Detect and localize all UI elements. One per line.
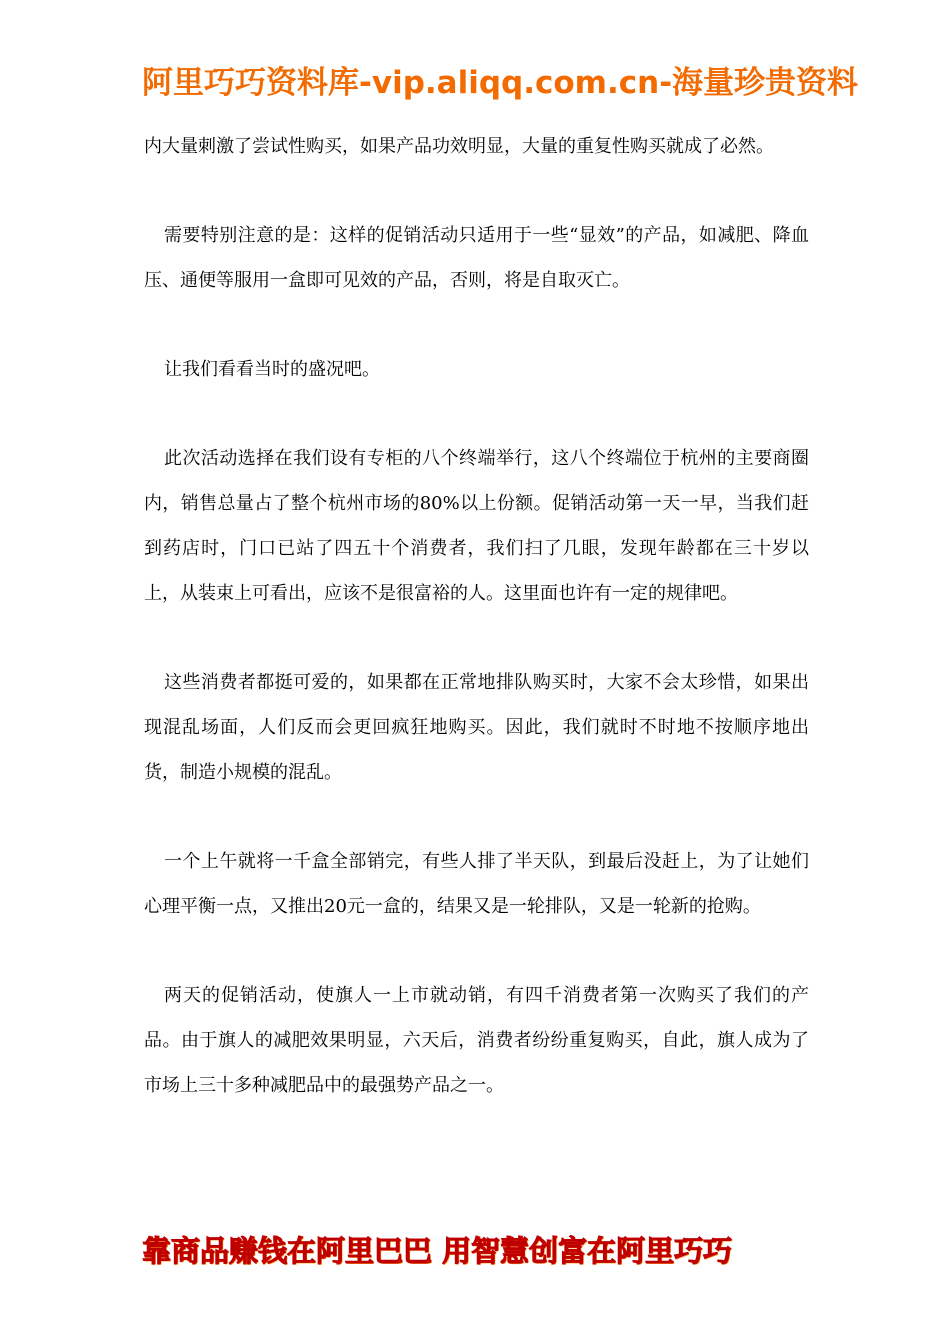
paragraph-7: 两天的促销活动，使旗人一上市就动销，有四千消费者第一次购买了我们的产品。由于旗人的减肥效果明显，六天后，消费者纷纷重复购买，自此，旗人成为了市场上三十多种减肥品中的最强势产品之一。 [144,985,809,1096]
footer-banner: 靠商品赚钱在阿里巴巴 用智慧创富在阿里巧巧 [142,1234,733,1268]
paragraph-6: 一个上午就将一千盒全部销完，有些人排了半天队，到最后没赶上，为了让她们心理平衡一点，又推出20元一盒的，结果又是一轮排队，又是一轮新的抢购。 [144,851,809,917]
paragraph-2: 需要特别注意的是：这样的促销活动只适用于一些“显效”的产品，如减肥、降血压、通便等服用一盒即可见效的产品，否则，将是自取灭亡。 [144,225,809,291]
paragraph-3: 让我们看看当时的盛况吧。 [164,359,380,380]
document-body [144,124,809,1152]
paragraph-5: 这些消费者都挺可爱的，如果都在正常地排队购买时，大家不会太珍惜，如果出现混乱场面，人们反而会更回疯狂地购买。因此，我们就时不时地不按顺序地出货，制造小规模的混乱。 [144,672,809,783]
paragraph-1: 内大量刺激了尝试性购买，如果产品功效明显，大量的重复性购买就成了必然。 [144,136,774,157]
header-banner: 阿里巧巧资料库-vip.aliqq.com.cn-海量珍贵资料 [142,65,859,101]
paragraph-4: 此次活动选择在我们设有专柜的八个终端举行，这八个终端位于杭州的主要商圈内，销售总量占了整个杭州市场的80%以上份额。促销活动第一天一早，当我们赶到药店时，门口已站了四五十个消费者，我们扫了几眼，发现年龄都在三十岁以上，从装束上可看出，应该不是很富裕的人。这里面也许有一定的规律吧。 [144,448,809,604]
